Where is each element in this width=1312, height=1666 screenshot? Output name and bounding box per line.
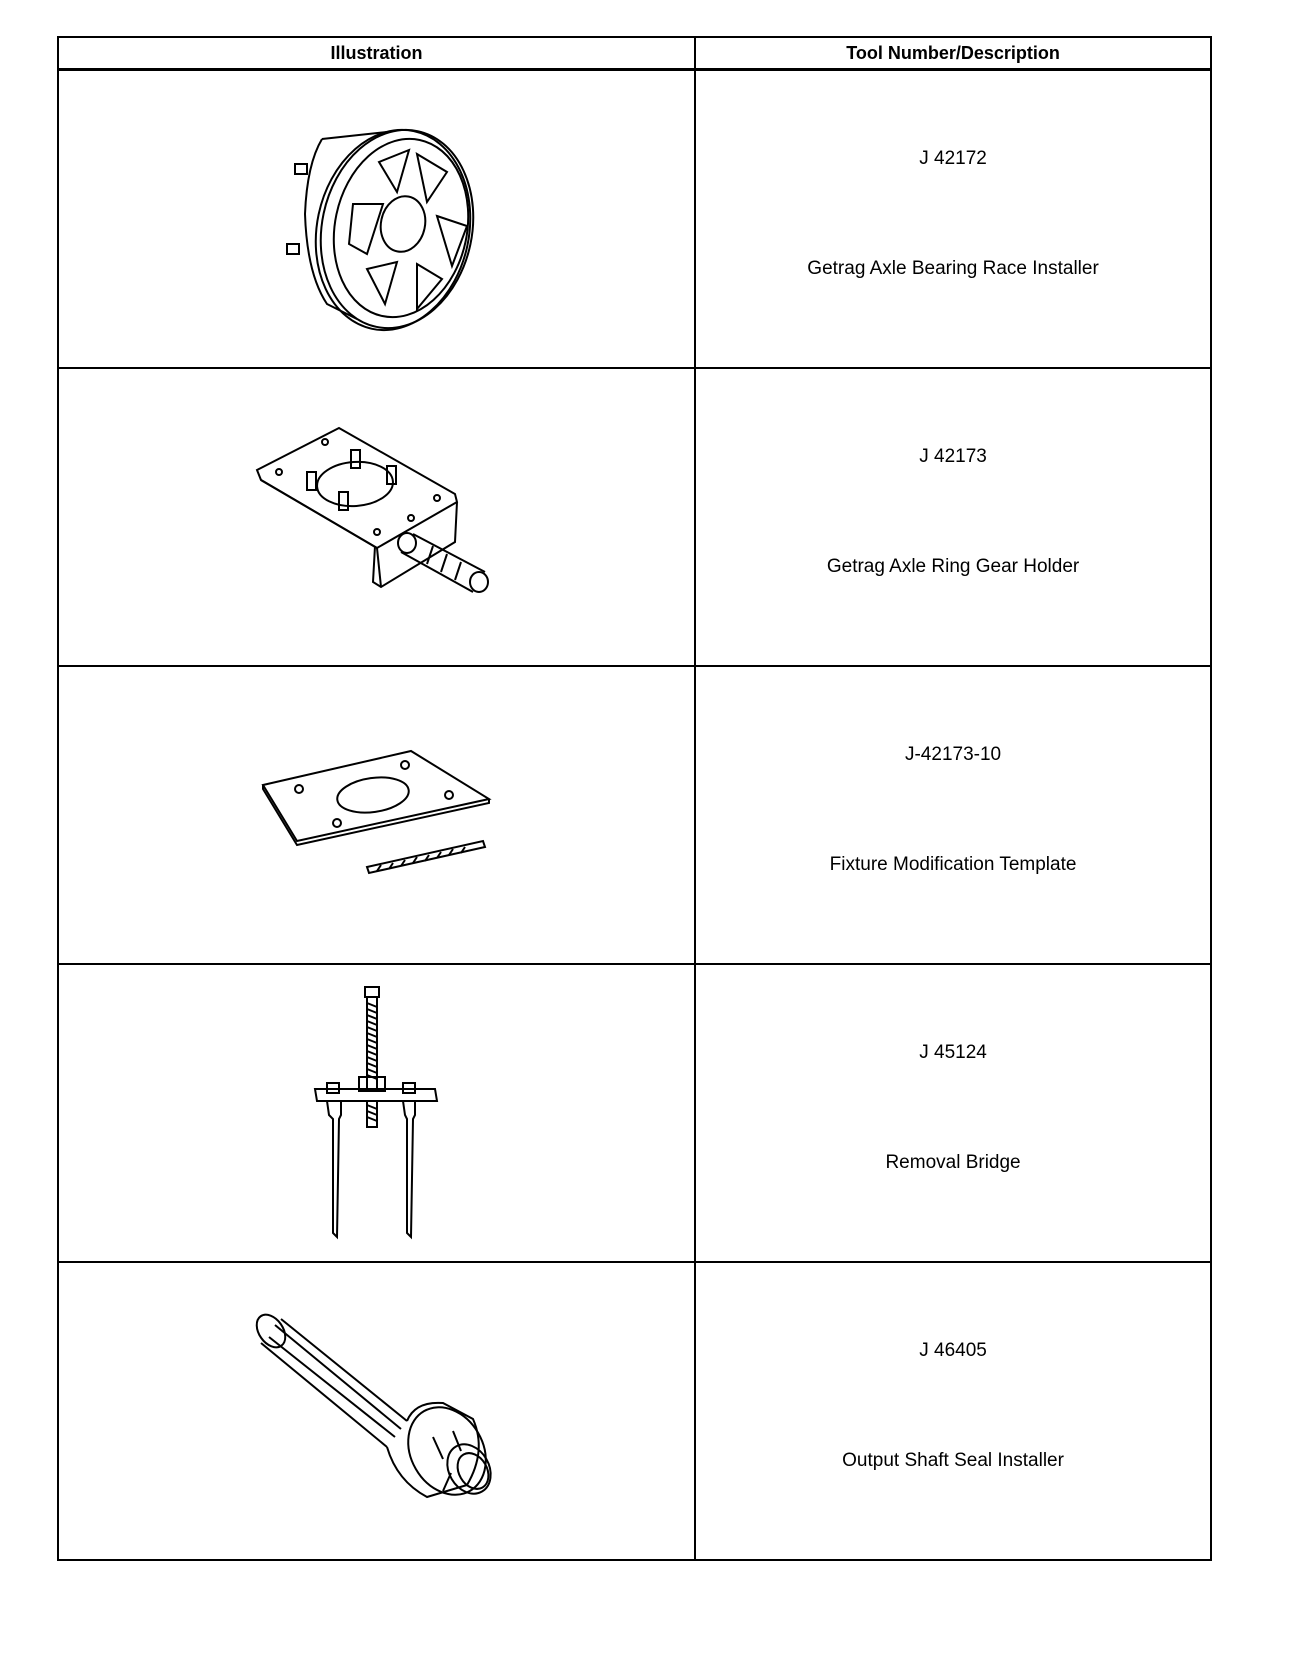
removal-bridge-icon — [307, 983, 447, 1243]
description-cell — [695, 964, 1211, 1262]
header-tool-number-description: Tool Number/Description — [695, 37, 1211, 70]
description-cell — [695, 666, 1211, 964]
tool-number: J 45124 — [919, 1042, 987, 1063]
description-cell — [695, 368, 1211, 666]
illustration-cell — [58, 666, 695, 964]
tool-description: Getrag Axle Bearing Race Installer — [807, 258, 1099, 279]
tool-table — [57, 36, 1212, 1561]
seal-installer-icon — [247, 1301, 507, 1521]
description-cell — [695, 1262, 1211, 1560]
fixture-template-icon — [257, 745, 497, 885]
tool-description: Fixture Modification Template — [829, 854, 1077, 875]
tool-description: Output Shaft Seal Installer — [842, 1450, 1064, 1471]
tool-number: J 46405 — [919, 1340, 987, 1361]
table-row — [58, 1262, 1211, 1560]
header-illustration: Illustration — [58, 37, 695, 70]
table-header-row — [58, 37, 1211, 70]
tool-number: J-42173-10 — [904, 744, 1002, 765]
ring-gear-holder-icon — [247, 422, 507, 612]
table-row — [58, 368, 1211, 666]
bearing-race-installer-icon — [267, 104, 487, 334]
illustration-cell — [58, 368, 695, 666]
illustration-cell — [58, 70, 695, 369]
description-cell — [695, 70, 1211, 369]
tool-number: J 42172 — [919, 148, 987, 169]
table-row — [58, 70, 1211, 369]
table-row — [58, 666, 1211, 964]
illustration-cell — [58, 964, 695, 1262]
tool-description: Removal Bridge — [885, 1152, 1021, 1173]
table-row — [58, 964, 1211, 1262]
tool-description: Getrag Axle Ring Gear Holder — [826, 556, 1080, 577]
illustration-cell — [58, 1262, 695, 1560]
tool-number: J 42173 — [919, 446, 987, 467]
